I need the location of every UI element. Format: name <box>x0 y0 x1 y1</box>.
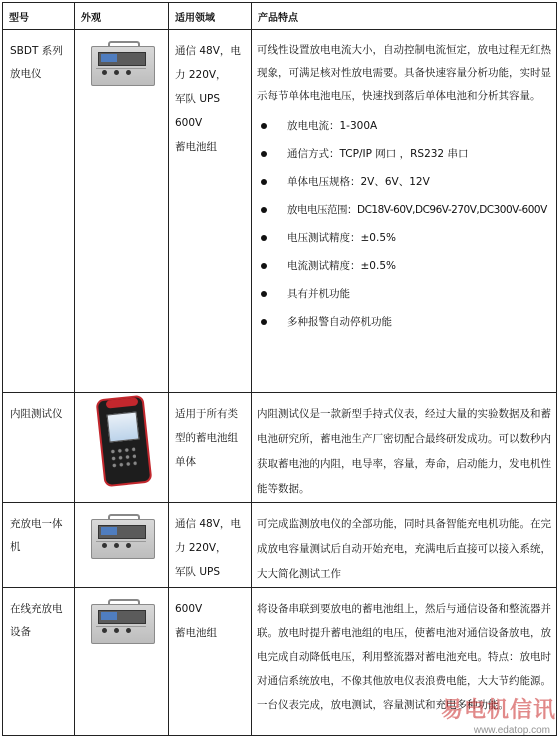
table-row <box>3 393 557 503</box>
field-line: 蓄电池组 <box>175 627 217 639</box>
field-line: 军队 UPS <box>175 566 221 578</box>
features-cell <box>252 30 557 393</box>
feature-bullet: 放电电流：1-300A <box>257 112 552 140</box>
field-line: 通信 48V，电 <box>175 45 241 57</box>
field-cell <box>169 503 252 588</box>
header-features: 产品特点 <box>252 3 557 30</box>
field-line: 军队 UPS <box>175 93 221 105</box>
model-cell: SBDT 系列放电仪 <box>3 30 75 393</box>
field-cell <box>169 393 252 503</box>
watermark-logo: 易电机信讯 <box>440 698 556 723</box>
product-spec-table <box>2 2 557 736</box>
feature-bullet: 电流测试精度：±0.5% <box>257 252 552 280</box>
online-device-icon <box>88 598 156 644</box>
charge-discharge-device-icon <box>88 513 156 559</box>
feature-list <box>257 112 552 336</box>
field-line: 单体 <box>175 456 196 468</box>
image-cell <box>75 588 169 736</box>
features-cell <box>252 503 557 588</box>
feature-bullet: 通信方式：TCP/IP 网口 ，RS232 串口 <box>257 140 552 168</box>
model-cell: 内阻测试仪 <box>3 393 75 503</box>
feature-description: 可线性设置放电电流大小，自动控制电流恒定，放电过程无红热现象，可满足核对性放电需要。具备快速容量分析功能，实时显示每节单体电池电压，快速找到落后单体电池和分析其容量。 <box>257 44 551 102</box>
feature-description: 将设备串联到要放电的蓄电池组上，然后与通信设备和整流器并联。放电时提升蓄电池组的电压，使蓄电池对通信设备放电，放电完成自动降低电压，利用整流器对蓄电池充电。特点：放电时对通信系统放电，不像其他放电仪表浪费电能，大大节约能源。一台仪表完成，放电测试，容量测试和充电多种功能。 <box>257 603 551 711</box>
image-cell <box>75 30 169 393</box>
field-line: 600V <box>175 603 203 615</box>
field-line: 力 220V， <box>175 542 227 554</box>
field-line: 力 220V， <box>175 69 227 81</box>
feature-bullet: 具有并机功能 <box>257 280 552 308</box>
feature-bullet: 单体电压规格：2V、6V、12V <box>257 168 552 196</box>
features-cell <box>252 393 557 503</box>
header-field: 适用领域 <box>169 3 252 30</box>
discharge-device-icon <box>88 40 156 86</box>
feature-description: 可完成监测放电仪的全部功能，同时具备智能充电机功能。在完成放电容量测试后自动开始充电，充满电后直接可以接入系统，大大简化测试工作 <box>257 518 551 580</box>
feature-bullet: 放电电压范围：DC18V-60V,DC96V-270V,DC300V-600V <box>257 196 552 224</box>
field-cell <box>169 30 252 393</box>
handheld-tester-icon <box>92 395 152 483</box>
field-line: 适用于所有类 <box>175 408 238 420</box>
feature-bullet: 电压测试精度：±0.5% <box>257 224 552 252</box>
field-cell <box>169 588 252 736</box>
feature-description: 内阻测试仪是一款新型手持式仪表，经过大量的实验数据及和蓄电池研究所，蓄电池生产厂密切配合最终研发成功。可以数秒内获取蓄电池的内阻，电导率，容量，寿命，启动能力，发电机性能等数据。 <box>257 408 551 495</box>
header-model: 型号 <box>3 3 75 30</box>
model-cell: 充放电一体机 <box>3 503 75 588</box>
field-line: 通信 48V，电 <box>175 518 241 530</box>
header-appearance: 外观 <box>75 3 169 30</box>
field-line: 型的蓄电池组 <box>175 432 238 444</box>
field-line: 蓄电池组 <box>175 141 217 153</box>
field-line: 600V <box>175 117 203 129</box>
watermark-url: www.edatop.com <box>473 725 550 736</box>
image-cell <box>75 503 169 588</box>
image-cell <box>75 393 169 503</box>
model-cell: 在线充放电设备 <box>3 588 75 736</box>
table-row <box>3 30 557 393</box>
feature-bullet: 多种报警自动停机功能 <box>257 308 552 336</box>
table-row <box>3 503 557 588</box>
table-header-row <box>3 3 557 30</box>
